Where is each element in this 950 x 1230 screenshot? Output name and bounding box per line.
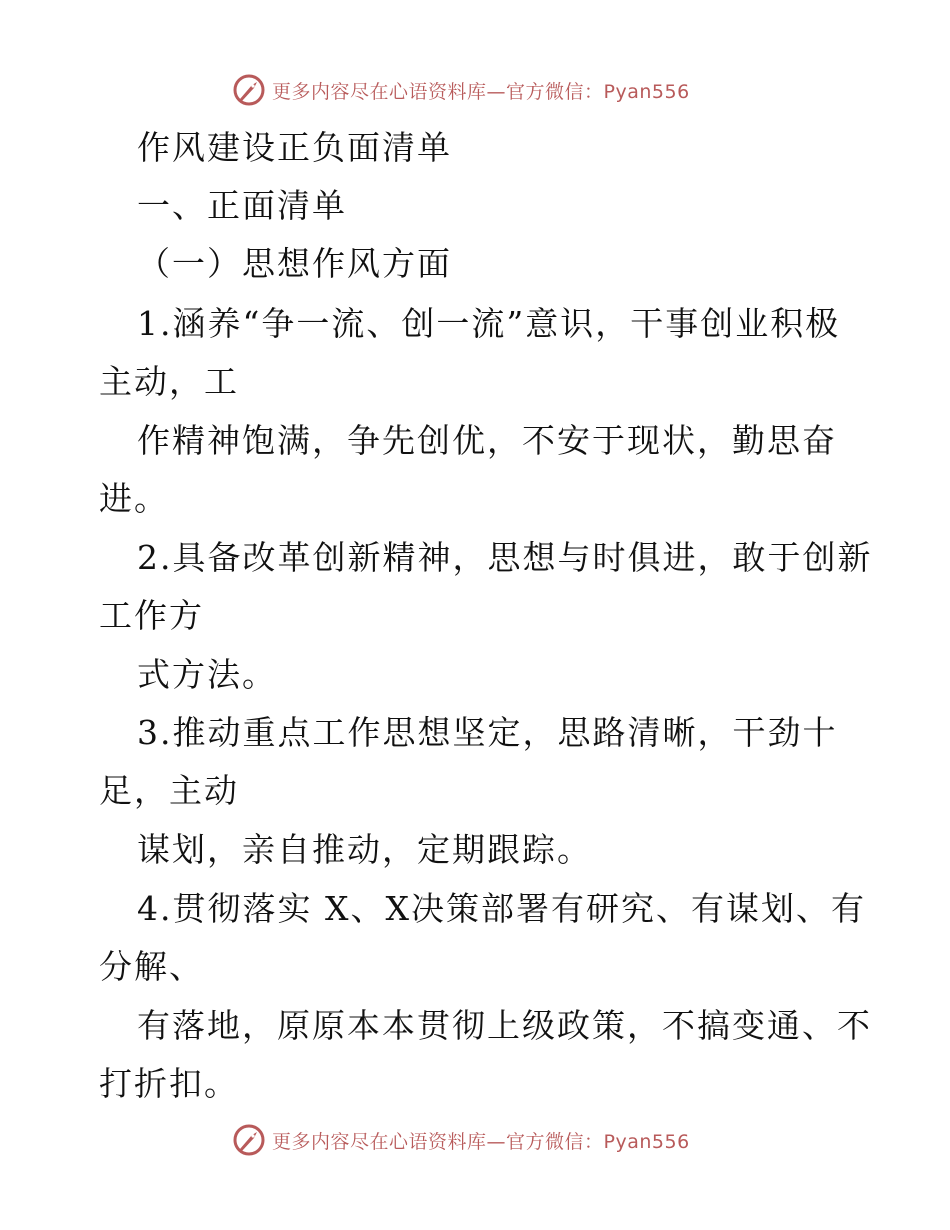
document-title: 作风建设正负面清单 xyxy=(137,128,452,167)
paragraph-line: 谋划，亲自推动，定期跟踪。 xyxy=(137,830,592,869)
paragraph-line: 2.具备改革创新精神，思想与时俱进，敢于创新 xyxy=(137,538,873,577)
subsection-heading: （一）思想作风方面 xyxy=(137,244,452,283)
watermark-text: 更多内容尽在心语资料库—官方微信：Pyan556 xyxy=(272,80,690,103)
paragraph-line: 打折扣。 xyxy=(99,1064,239,1103)
watermark-text: 更多内容尽在心语资料库—官方微信：Pyan556 xyxy=(272,1130,690,1153)
paragraph-line: 主动，工 xyxy=(99,362,239,401)
pen-nib-circle-logo-icon xyxy=(232,73,266,107)
pen-nib-circle-logo-icon xyxy=(232,1123,266,1157)
paragraph-line: 式方法。 xyxy=(137,655,277,694)
paragraph-line: 3.推动重点工作思想坚定，思路清晰，干劲十 xyxy=(137,713,838,752)
paragraph-line: 4.贯彻落实 X、X决策部署有研究、有谋划、有 xyxy=(137,889,866,928)
section-heading: 一、正面清单 xyxy=(137,186,347,225)
paragraph-line: 分解、 xyxy=(99,947,204,986)
watermark-banner-bottom xyxy=(232,1122,690,1158)
watermark-banner-top xyxy=(232,72,690,108)
paragraph-line: 工作方 xyxy=(99,596,204,635)
paragraph-line: 进。 xyxy=(99,479,169,518)
paragraph-line: 1.涵养“争一流、创一流”意识，干事创业积极 xyxy=(137,304,841,343)
paragraph-line: 有落地，原原本本贯彻上级政策，不搞变通、不 xyxy=(137,1006,872,1045)
paragraph-line: 作精神饱满，争先创优，不安于现状，勤思奋 xyxy=(137,421,837,460)
paragraph-line: 足，主动 xyxy=(99,771,239,810)
